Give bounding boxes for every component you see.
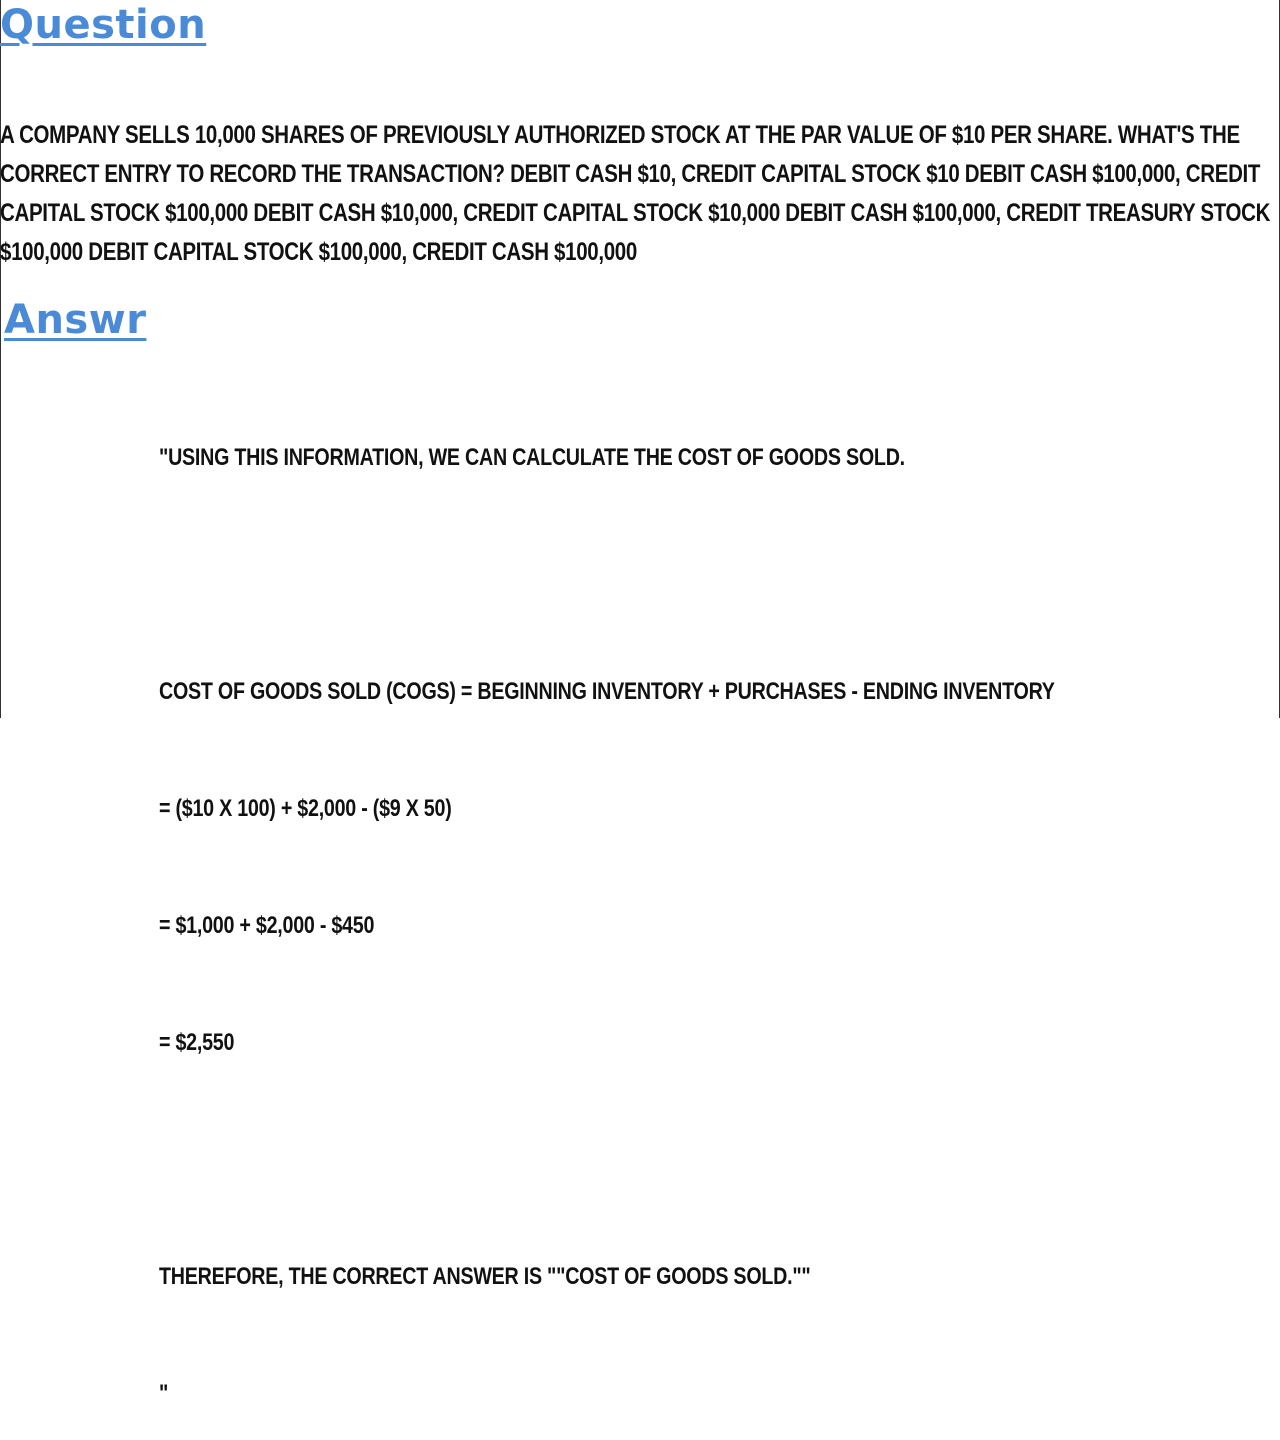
answer-line: = $1,000 + $2,000 - $450 bbox=[159, 912, 375, 939]
answer-line: = ($10 X 100) + $2,000 - ($9 X 50) bbox=[159, 795, 452, 822]
answer-line: "USING THIS INFORMATION, WE CAN CALCULATE THE COST OF GOODS SOLD. bbox=[159, 444, 905, 471]
answer-line: THEREFORE, THE CORRECT ANSWER IS ""COST OF GOODS SOLD."" bbox=[159, 1263, 811, 1290]
answer-body bbox=[159, 360, 1055, 1440]
answer-line: COST OF GOODS SOLD (COGS) = BEGINNING INVENTORY + PURCHASES - ENDING INVENTORY bbox=[159, 678, 1055, 705]
answer-line: " bbox=[159, 1380, 169, 1407]
question-text: A COMPANY SELLS 10,000 SHARES OF PREVIOUSLY AUTHORIZED STOCK AT THE PAR VALUE OF $10 PER SHARE. WHAT'S THE CORRECT ENTRY TO RECORD THE TRANSACTION? DEBIT CASH $10, CREDIT CAPITAL STOCK $10 DEBIT CASH $100,000, CREDIT CAPITAL STOCK $100,000 DEBIT CASH $10,000, CREDIT CAPITAL STOCK $10,000 DEBIT CASH $100,000, CREDIT TREASURY STOCK $100,000 DEBIT CAPITAL STOCK $100,000, CREDIT CASH $100,000 bbox=[0, 121, 1271, 266]
answer-line bbox=[159, 1140, 1055, 1179]
question-heading: Question bbox=[0, 2, 207, 48]
answer-line bbox=[159, 555, 1055, 594]
answer-heading: Answr bbox=[4, 297, 147, 343]
answer-line: = $2,550 bbox=[159, 1029, 235, 1056]
